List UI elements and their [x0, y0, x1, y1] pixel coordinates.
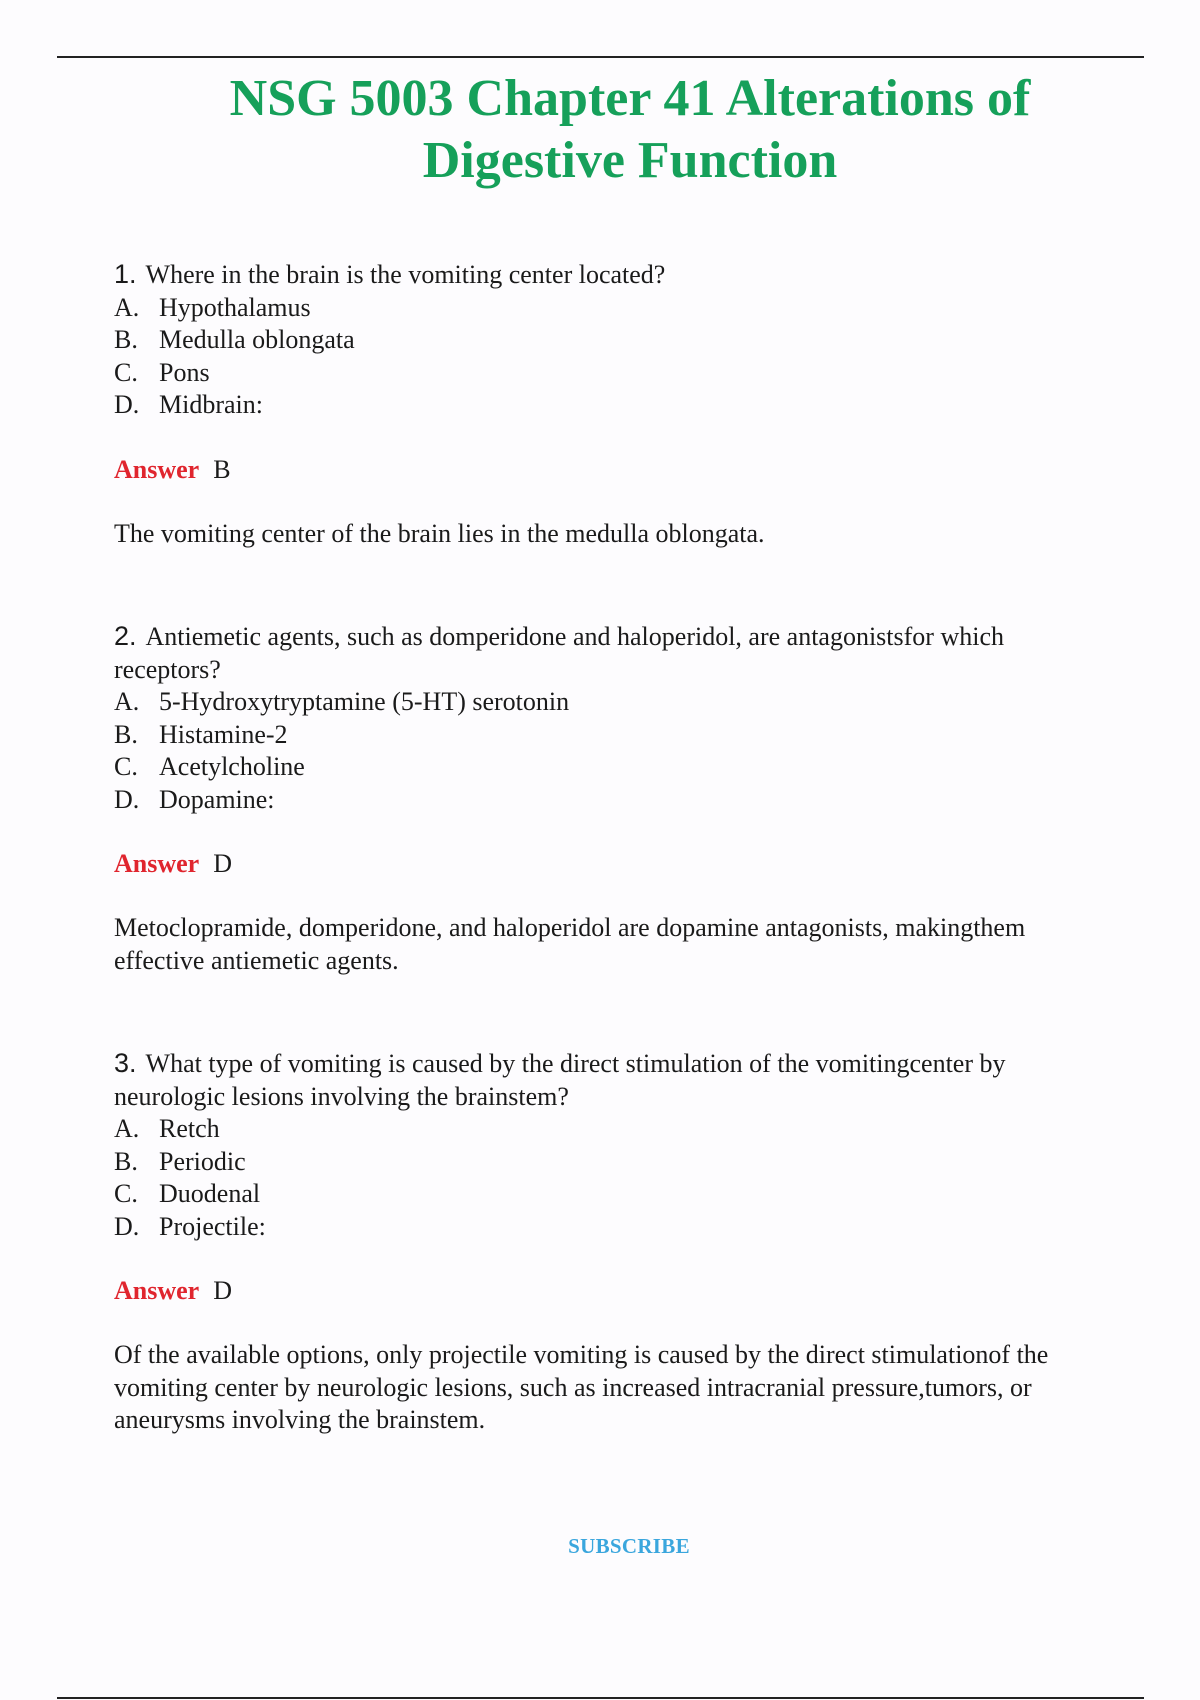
- option-letter: C.: [114, 357, 138, 387]
- explanation-line: effective antiemetic agents.: [114, 945, 399, 975]
- option-text: Retch: [159, 1114, 220, 1143]
- option-a: [114, 1113, 1134, 1146]
- option-a: [114, 292, 1134, 325]
- explanation: [114, 518, 1134, 551]
- option-d: [114, 1211, 1134, 1244]
- answer-line: [114, 1275, 1134, 1307]
- question-2: [114, 620, 1134, 977]
- question-text: [114, 620, 1134, 654]
- option-letter: A.: [114, 292, 140, 322]
- option-text: Midbrain:: [159, 390, 263, 419]
- question-list: [114, 258, 1134, 1437]
- explanation-line: aneurysms involving the brainstem.: [114, 1405, 486, 1434]
- option-text: Medulla oblongata: [159, 325, 355, 354]
- question-text: [114, 1047, 1134, 1081]
- option-letter: A.: [114, 687, 140, 716]
- option-letter: D.: [114, 784, 140, 814]
- answer-label: Answer: [114, 1276, 200, 1305]
- question-text-line: Where in the brain is the vomiting center located?: [145, 260, 666, 289]
- question-text-line: What type of vomiting is caused by the direct stimulation of the vomitingcenter by: [145, 1049, 1006, 1078]
- question-text-line: Antiemetic agents, such as domperidone and haloperidol, are antagonistsfor which: [145, 622, 1005, 651]
- question-number: 1.: [114, 259, 137, 289]
- top-divider: [57, 56, 1144, 58]
- option-text: Acetylcholine: [159, 752, 305, 781]
- explanation-line: The vomiting center of the brain lies in the medulla oblongata.: [114, 518, 765, 548]
- option-letter: A.: [114, 1114, 140, 1143]
- option-text: Dopamine:: [159, 784, 275, 814]
- option-b: [114, 324, 1134, 357]
- page-title: [100, 68, 1160, 192]
- option-text: Histamine-2: [159, 719, 288, 749]
- option-b: [114, 719, 1134, 752]
- option-letter: B.: [114, 1146, 138, 1176]
- option-text: Hypothalamus: [159, 292, 311, 322]
- option-text: 5-Hydroxytryptamine (5-HT) serotonin: [159, 687, 570, 716]
- option-letter: C.: [114, 752, 138, 781]
- option-letter: D.: [114, 390, 140, 419]
- bottom-divider: [57, 1697, 1144, 1699]
- explanation: [114, 912, 1134, 977]
- explanation-line: Metoclopramide, domperidone, and haloperidol are dopamine antagonists, makingthem: [114, 913, 1026, 942]
- option-letter: C.: [114, 1179, 138, 1208]
- question-number: 2.: [114, 621, 137, 651]
- answer-value: D: [213, 849, 232, 878]
- option-a: [114, 686, 1134, 719]
- title-line-1: NSG 5003 Chapter 41 Alterations of: [229, 70, 1031, 127]
- explanation: [114, 1339, 1134, 1437]
- option-c: [114, 357, 1134, 390]
- answer-value: D: [213, 1276, 232, 1305]
- option-text: Pons: [159, 357, 210, 387]
- answer-label: Answer: [114, 454, 200, 484]
- option-c: [114, 1178, 1134, 1211]
- option-text: Periodic: [159, 1146, 246, 1176]
- option-d: [114, 389, 1134, 422]
- explanation-line: vomiting center by neurologic lesions, such as increased intracranial pressure,tumors, or: [114, 1372, 1032, 1402]
- question-3: [114, 1047, 1134, 1437]
- question-text: [114, 258, 1134, 292]
- option-d: [114, 784, 1134, 817]
- answer-line: [114, 848, 1134, 880]
- subscribe-link[interactable]: SUBSCRIBE: [568, 1534, 690, 1558]
- answer-label: Answer: [114, 849, 200, 878]
- explanation-line: Of the available options, only projectile vomiting is caused by the direct stimulationof the: [114, 1340, 1049, 1369]
- option-b: [114, 1146, 1134, 1179]
- option-letter: B.: [114, 719, 138, 749]
- answer-value: B: [213, 454, 231, 484]
- title-line-2: Digestive Function: [422, 132, 838, 189]
- question-number: 3.: [114, 1048, 137, 1078]
- answer-line: [114, 454, 1134, 486]
- question-text-line: receptors?: [114, 654, 221, 684]
- option-text: Duodenal: [159, 1179, 261, 1208]
- option-c: [114, 751, 1134, 784]
- option-text: Projectile:: [159, 1211, 266, 1241]
- question-1: [114, 258, 1134, 550]
- question-text-line: neurologic lesions involving the brainstem?: [114, 1081, 569, 1111]
- option-letter: D.: [114, 1211, 140, 1241]
- option-letter: B.: [114, 325, 138, 354]
